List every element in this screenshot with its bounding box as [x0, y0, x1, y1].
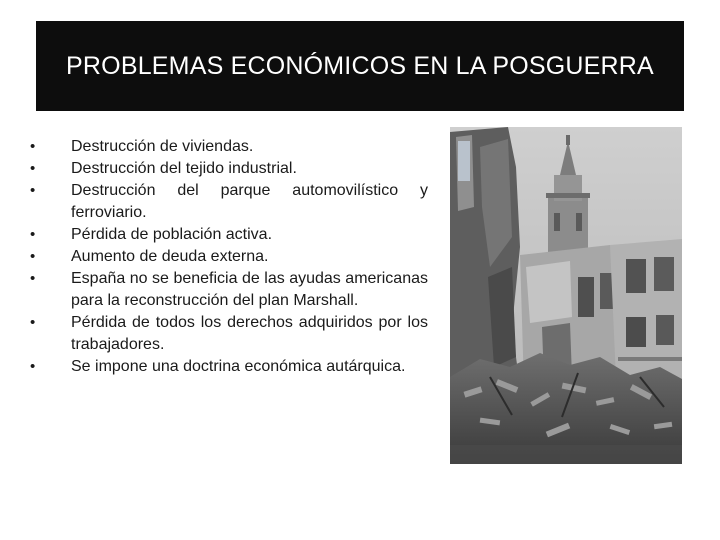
bullet-text: Se impone una doctrina económica autárquica.: [71, 358, 406, 375]
bullet-icon: •: [30, 358, 36, 375]
bullet-item: [30, 158, 428, 180]
bullet-icon: •: [30, 160, 36, 177]
bullet-text: España no se beneficia de las ayudas americanas para la reconstrucción del plan Marshall.: [71, 270, 428, 309]
bullet-text: Destrucción de viviendas.: [71, 138, 254, 155]
bullet-item: [30, 246, 428, 268]
title-bar: [36, 21, 684, 111]
bullet-text: Destrucción del parque automovilístico y ferroviario.: [71, 182, 428, 221]
war-ruins-photo: [450, 127, 682, 464]
bullet-item: [30, 268, 428, 312]
war-ruins-photo-icon: [450, 127, 682, 464]
bullet-icon: •: [30, 226, 36, 243]
bullet-item: [30, 224, 428, 246]
slide-title: PROBLEMAS ECONÓMICOS EN LA POSGUERRA: [66, 51, 654, 80]
bullet-text: Pérdida de todos los derechos adquiridos por los trabajadores.: [71, 314, 428, 353]
bullet-text: Pérdida de población activa.: [71, 226, 273, 243]
bullet-text: Destrucción del tejido industrial.: [71, 160, 297, 177]
bullet-list: [30, 136, 428, 378]
bullet-icon: •: [30, 182, 36, 199]
bullet-item: [30, 180, 428, 224]
bullet-item: [30, 312, 428, 356]
bullet-icon: •: [30, 138, 36, 155]
bullet-item: [30, 356, 428, 378]
bullet-icon: •: [30, 314, 36, 331]
bullet-text: Aumento de deuda externa.: [71, 248, 269, 265]
bullet-item: [30, 136, 428, 158]
bullet-icon: •: [30, 270, 36, 287]
bullet-icon: •: [30, 248, 36, 265]
